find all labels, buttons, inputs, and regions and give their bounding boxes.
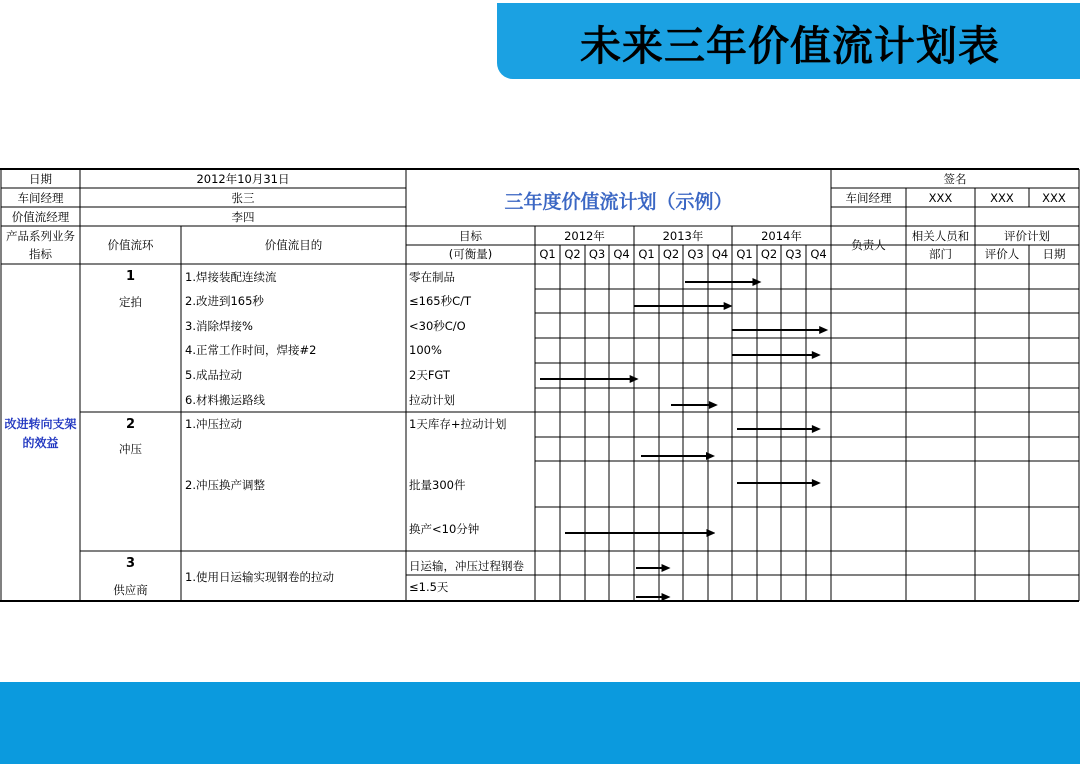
goal-11: 1.使用日运输实现钢卷的拉动	[185, 570, 334, 584]
plan-title: 三年度价值流计划（示例）	[504, 191, 733, 213]
col-product-line-b: 指标	[29, 247, 52, 261]
gantt-arrow	[565, 523, 715, 533]
goal-6: 6.材料搬运路线	[185, 393, 265, 407]
target-4: 100%	[409, 343, 442, 357]
goal-1: 1.焊接装配连续流	[185, 270, 277, 284]
col-quarter: Q4	[711, 247, 729, 261]
goal-4: 4.正常工作时间，焊接#2	[185, 343, 317, 357]
col-product-line-a: 产品系列业务	[6, 229, 75, 243]
loop-1-name: 定拍	[119, 295, 142, 309]
target-11: 日运输，冲压过程钢卷	[409, 559, 524, 573]
col-quarter: Q2	[662, 247, 680, 261]
col-review-date: 日期	[1042, 247, 1066, 261]
target-2: ≤165秒C/T	[409, 294, 472, 308]
col-year-2012: 2012年	[564, 229, 605, 243]
col-reviewer: 评价人	[984, 247, 1020, 261]
target-12: ≤1.5天	[409, 580, 449, 594]
col-quarter: Q2	[760, 247, 778, 261]
vs-manager-label: 价值流经理	[11, 210, 70, 224]
workshop-manager-value: 张三	[231, 191, 255, 205]
goal-3: 3.消除焊接%	[185, 319, 253, 333]
goal-2: 2.改进到165秒	[185, 294, 264, 308]
gantt-arrow	[540, 369, 639, 379]
target-3: <30秒C/O	[409, 319, 466, 333]
gantt-arrow	[737, 473, 821, 483]
col-quarter: Q3	[687, 247, 704, 261]
sign-value-1: XXX	[928, 191, 953, 205]
col-target-a: 目标	[459, 229, 482, 243]
goal-9: 2.冲压换产调整	[185, 478, 265, 492]
vs-manager-value: 李四	[231, 210, 255, 224]
goal-7: 1.冲压拉动	[185, 417, 242, 431]
page-title: 未来三年价值流计划表	[580, 22, 1000, 70]
gantt-arrow	[685, 272, 761, 282]
gantt-arrow	[732, 345, 821, 355]
col-quarter: Q3	[785, 247, 802, 261]
target-5: 2天FGT	[409, 368, 450, 382]
col-value-stream-goal: 价值流目的	[264, 238, 323, 252]
target-1: 零在制品	[409, 270, 455, 284]
col-quarter: Q3	[588, 247, 606, 261]
col-related-b: 部门	[929, 247, 952, 261]
col-year-2014: 2014年	[761, 229, 802, 243]
gantt-arrow	[671, 395, 718, 405]
workshop-manager-label: 车间经理	[17, 191, 64, 205]
date-value: 2012年10月31日	[196, 172, 290, 186]
col-value-stream-loop: 价值流环	[107, 238, 154, 252]
col-year-2013: 2013年	[662, 229, 704, 243]
col-quarter: Q1	[638, 247, 655, 261]
sign-workshop-manager: 车间经理	[845, 191, 892, 205]
col-target-b: (可衡量)	[448, 247, 493, 261]
col-quarter: Q1	[539, 247, 556, 261]
gantt-arrow	[636, 587, 671, 597]
sign-value-3: XXX	[1042, 191, 1066, 205]
gantt-arrow	[634, 296, 733, 306]
loop-3-number: 3	[125, 556, 136, 571]
col-quarter: Q4	[613, 247, 630, 261]
gantt-arrow	[636, 558, 671, 568]
gantt-arrow	[732, 320, 828, 330]
target-9: 批量300件	[409, 478, 466, 492]
loop-2-name: 冲压	[119, 442, 142, 456]
col-related-a: 相关人员和	[911, 229, 970, 243]
loop-1-number: 1	[125, 269, 136, 284]
target-7: 1天库存+拉动计划	[409, 417, 507, 431]
product-line-label: 改进转向支架的效益	[4, 417, 77, 450]
title-banner-edge	[497, 0, 1080, 3]
col-quarter: Q2	[564, 247, 581, 261]
col-review: 评价计划	[1004, 229, 1050, 243]
col-quarter: Q1	[736, 247, 753, 261]
target-10: 换产<10分钟	[409, 522, 480, 536]
loop-2-number: 2	[125, 417, 136, 432]
sign-value-2: XXX	[990, 191, 1014, 205]
footer-band	[0, 682, 1080, 764]
col-quarter: Q4	[810, 247, 827, 261]
sign-label: 签名	[943, 172, 967, 186]
goal-5: 5.成品拉动	[185, 368, 242, 382]
gantt-arrow	[641, 446, 715, 456]
loop-3-name: 供应商	[113, 583, 148, 597]
col-owner: 负责人	[851, 238, 886, 252]
gantt-arrow	[737, 419, 821, 429]
date-label: 日期	[29, 172, 52, 186]
target-6: 拉动计划	[409, 393, 455, 407]
